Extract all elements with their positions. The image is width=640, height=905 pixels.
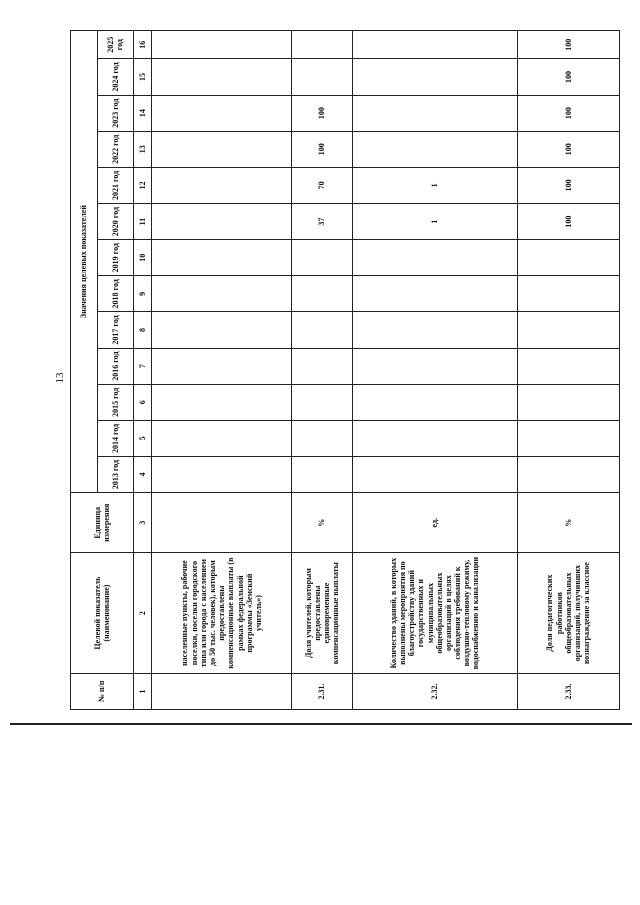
row-value — [352, 420, 517, 456]
row-value — [152, 167, 292, 203]
header-row-group — [71, 31, 98, 710]
row-indicator-name: Доля педагогических работников общеобразовательных организаций, получивших вознаграждение за классное — [517, 553, 619, 674]
row-value — [352, 31, 517, 59]
row-value — [352, 276, 517, 312]
row-value — [352, 456, 517, 492]
col-number: 11 — [133, 203, 152, 239]
col-number: 5 — [133, 420, 152, 456]
row-no: 2.31. — [292, 673, 353, 709]
row-value — [152, 276, 292, 312]
row-value — [352, 240, 517, 276]
row-value — [152, 312, 292, 348]
col-number: 16 — [133, 31, 152, 59]
header-unit: Единица измерения — [71, 493, 134, 553]
table-row — [292, 31, 353, 710]
row-value — [152, 131, 292, 167]
row-value — [152, 420, 292, 456]
row-value: 100 — [517, 95, 619, 131]
col-number: 7 — [133, 348, 152, 384]
row-value — [352, 312, 517, 348]
row-value — [292, 312, 353, 348]
row-value — [292, 420, 353, 456]
col-number: 12 — [133, 167, 152, 203]
row-value — [517, 276, 619, 312]
row-value — [292, 456, 353, 492]
row-value — [152, 59, 292, 95]
row-value: 100 — [517, 203, 619, 239]
row-value: 100 — [517, 59, 619, 95]
row-value — [152, 456, 292, 492]
col-number: 9 — [133, 276, 152, 312]
row-value — [152, 348, 292, 384]
row-value: 70 — [292, 167, 353, 203]
row-value: 100 — [517, 167, 619, 203]
col-number: 13 — [133, 131, 152, 167]
row-value — [352, 384, 517, 420]
target-indicators-table — [70, 30, 620, 710]
header-values-group: Значения целевых показателей — [71, 31, 98, 493]
table-row — [517, 31, 619, 710]
page-number: 13 — [54, 372, 66, 384]
row-indicator-name: населенные пункты, рабочие поселки, поселки городского типа или города с населением до 50 тыс. человек), которым предоставлены компенсационные выплаты (в рамках федеральной программы «Земский учитель») — [152, 553, 292, 674]
row-value — [152, 384, 292, 420]
row-value — [152, 203, 292, 239]
col-number: 15 — [133, 59, 152, 95]
row-value: 37 — [292, 203, 353, 239]
row-value: 1 — [352, 167, 517, 203]
col-number: 1 — [133, 673, 152, 709]
header-year: 2017 год — [98, 312, 133, 348]
row-value: 100 — [517, 131, 619, 167]
row-no: 2.32. — [352, 673, 517, 709]
header-year: 2014 год — [98, 420, 133, 456]
rotated-table-container — [70, 30, 620, 710]
row-value — [292, 276, 353, 312]
row-value — [352, 59, 517, 95]
header-year: 2015 год — [98, 384, 133, 420]
row-value — [517, 240, 619, 276]
row-value — [292, 384, 353, 420]
col-number: 4 — [133, 456, 152, 492]
table-row — [352, 31, 517, 710]
header-year: 2023 год — [98, 95, 133, 131]
col-number: 6 — [133, 384, 152, 420]
row-indicator-name: Доля учителей, которым предоставлены единовременные компенсационные выплаты — [292, 553, 353, 674]
header-year: 2016 год — [98, 348, 133, 384]
header-year: 2020 год — [98, 203, 133, 239]
row-value — [152, 240, 292, 276]
header-year: 2019 год — [98, 240, 133, 276]
row-unit — [152, 493, 292, 553]
row-value — [517, 420, 619, 456]
row-value — [352, 95, 517, 131]
row-value — [292, 240, 353, 276]
table-row — [152, 31, 292, 710]
header-year: 2018 год — [98, 276, 133, 312]
row-value — [352, 131, 517, 167]
header-no: № п/п — [71, 673, 134, 709]
row-value — [292, 348, 353, 384]
row-value — [352, 348, 517, 384]
row-value — [152, 31, 292, 59]
row-value: 100 — [292, 131, 353, 167]
col-number: 2 — [133, 553, 152, 674]
row-unit: % — [292, 493, 353, 553]
row-value — [517, 384, 619, 420]
row-unit: ед. — [352, 493, 517, 553]
row-value — [517, 312, 619, 348]
row-unit: % — [517, 493, 619, 553]
row-no: 2.33. — [517, 673, 619, 709]
header-year: 2021 год — [98, 167, 133, 203]
row-indicator-name: Количество зданий, в которых выполнены мероприятия по благоустройству зданий государственных и муниципальных общеобразовательных организаций в целях соблюдения требований к воздушно-тепловому режиму, водоснабжению и канализации — [352, 553, 517, 674]
col-number: 14 — [133, 95, 152, 131]
header-year: 2025 год — [98, 31, 133, 59]
row-value — [292, 31, 353, 59]
row-no — [152, 673, 292, 709]
row-value — [517, 456, 619, 492]
col-number: 10 — [133, 240, 152, 276]
col-number: 8 — [133, 312, 152, 348]
header-indicator: Целевой показатель (наименование) — [71, 553, 134, 674]
header-year: 2022 год — [98, 131, 133, 167]
row-value: 100 — [517, 31, 619, 59]
row-value — [517, 348, 619, 384]
header-year: 2024 год — [98, 59, 133, 95]
row-value — [292, 59, 353, 95]
row-value: 1 — [352, 203, 517, 239]
header-year: 2013 год — [98, 456, 133, 492]
col-number: 3 — [133, 493, 152, 553]
horizontal-divider — [10, 723, 632, 725]
column-numbers-row — [133, 31, 152, 710]
row-value: 100 — [292, 95, 353, 131]
row-value — [152, 95, 292, 131]
